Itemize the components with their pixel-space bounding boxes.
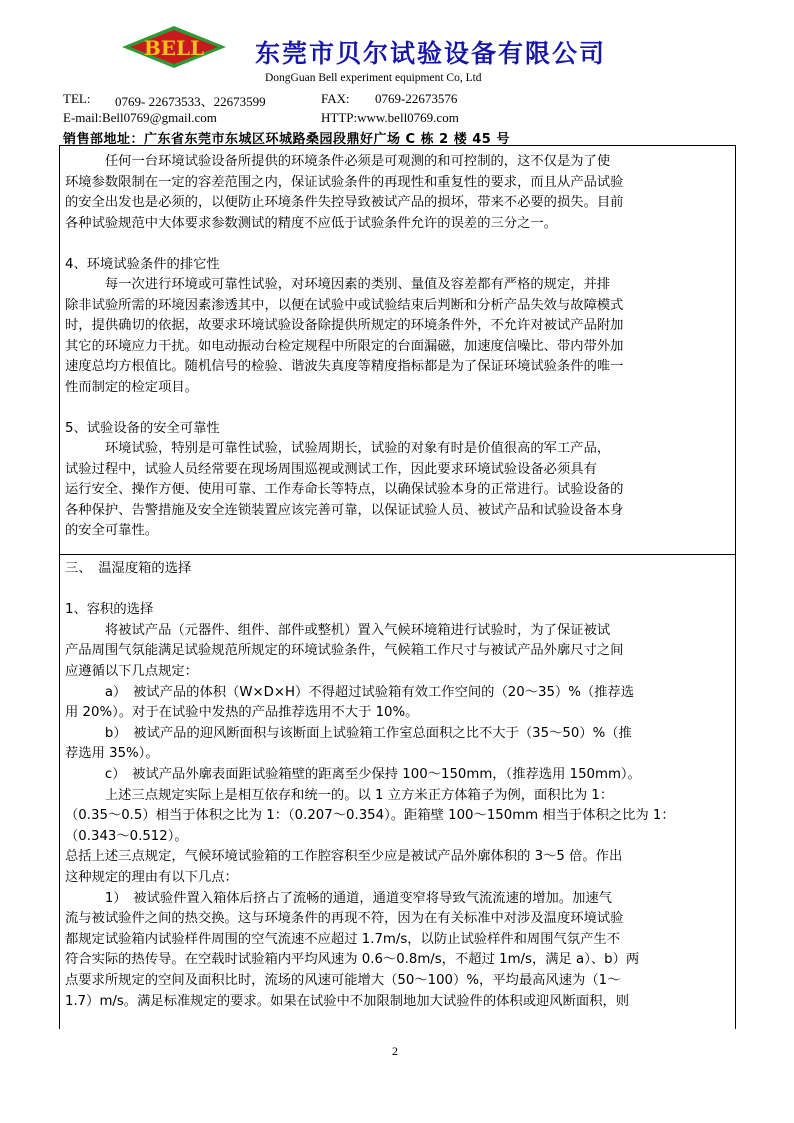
page-number: 2 — [392, 1044, 398, 1058]
contact-phone-row — [63, 91, 533, 107]
body-text-line: 这种规定的理由有以下几点： — [65, 870, 238, 885]
body-text-line: 的安全出发也是必须的，以便防止环境条件失控导致被试产品的损坏，带来不必要的损失。目前 — [65, 195, 624, 210]
sales-address: 销售部地址：广东省东莞市东城区环城路桑园段鼎好广场 C 栋 2 楼 45 号 — [63, 132, 510, 147]
body-text-line: 1、容积的选择 — [65, 602, 154, 618]
body-text-line: 总括上述三点规定，气候环境试验箱的工作腔容积至少应是被试产品外廓体积的 3～5 倍。作出 — [65, 849, 623, 865]
body-text-line: 将被试产品（元器件、组件、部件或整机）置入气候环境箱进行试验时，为了保证被试 — [65, 622, 611, 638]
body-text-line: 符合实际的热传导。在空载时试验箱内平均风速为 0.6～0.8m/s，不超过 1m/s，满足 a）、b）两 — [65, 952, 640, 968]
body-text-line: 1.7）m/s。满足标准规定的要求。如果在试验中不加限制地加大试验件的体积或迎风断面积，则 — [65, 993, 630, 1009]
fax-label: FAX: — [321, 91, 350, 106]
body-text-line: 1） 被试验件置入箱体后挤占了流畅的通道，通道变窄将导致气流流速的增加。加速气 — [65, 890, 612, 906]
company-name-english: DongGuan Bell experiment equipment Co, Ltd — [265, 72, 482, 84]
body-text-line: 各种试验规范中大体要求参数测试的精度不应低于试验条件允许的误差的三分之一。 — [65, 215, 557, 231]
body-text-line: 任何一台环境试验设备所提供的环境条件必须是可观测的和可控制的，这不仅是为了使 — [65, 154, 611, 169]
body-text-line: 除非试验所需的环境因素渗透其中，以便在试验中或试验结束后判断和分析产品失效与故障模式 — [65, 297, 624, 313]
body-text-line: 荐选用 35%）。 — [65, 746, 159, 762]
body-text-line: 产品周围气氛能满足试验规范所规定的环境试验条件，气候箱工作尺寸与被试产品外廓尺寸之间 — [65, 643, 624, 659]
body-text-line: 运行安全、操作方便、使用可靠、工作寿命长等特点，以确保试验本身的正常进行。试验设备的 — [65, 482, 624, 497]
body-text-line: 各种保护、告警措施及安全连锁装置应该完善可靠，以保证试验人员、被试产品和试验设备本身 — [65, 502, 624, 518]
body-text-line: 其它的环境应力干扰。如电动振动台检定规程中所限定的台面漏磁，加速度信噪比、带内带外加 — [65, 338, 624, 354]
body-text-line: 5、试验设备的安全可靠性 — [65, 420, 220, 436]
body-text-line: 应遵循以下几点规定： — [65, 664, 198, 679]
body-text-line: 三、 温湿度箱的选择 — [65, 561, 192, 576]
body-text-line: （0.35～0.5）相当于体积之比为 1：（0.207～0.354）。距箱壁 100～150mm 相当于体积之比为 1： — [65, 808, 675, 824]
website: HTTP:www.bell0769.com — [321, 110, 459, 125]
body-text-line: 流与被试验件之间的热交换。这与环境条件的再现不符，因为在有关标准中对涉及温度环境试验 — [65, 911, 624, 927]
body-text-line: 的安全可靠性。 — [65, 523, 159, 538]
body-text-line: 用 20%）。对于在试验中发热的产品推荐选用不大于 10%。 — [65, 705, 419, 721]
body-text-line: 速度总均方根值比。随机信号的检验、谐波失真度等精度指标都是为了保证环境试验条件的唯一 — [65, 359, 624, 374]
body-text-line: b） 被试产品的迎风断面积与该断面上试验箱工作室总面积之比不大于（35～50）%（推 — [65, 725, 632, 741]
email: E-mail:Bell0769@gmail.com — [63, 110, 217, 125]
body-text-line: 性而制定的检定项目。 — [65, 379, 198, 395]
body-text-line: 环境试验，特别是可靠性试验，试验周期长，试验的对象有时是价值很高的军工产品， — [65, 441, 611, 456]
fax-value: 0769-22673576 — [375, 91, 458, 106]
body-text-line: 点要求所规定的空间及面积比时，流场的风速可能增大（50～100）%，平均最高风速为（1～ — [65, 973, 621, 988]
tel-value: 0769- 22673533、22673599 — [115, 94, 266, 109]
body-text-line: 都规定试验箱内试验样件周围的空气流速不应超过 1.7m/s，以防止试验样件和周围气氛产生不 — [65, 931, 621, 947]
body-text-line: 上述三点规定实际上是相互依存和统一的。以 1 立方米正方体箱子为例，面积比为 1： — [65, 787, 614, 803]
tel-label: TEL: — [63, 91, 91, 106]
body-text-line: 环境参数限制在一定的容差范围之内，保证试验条件的再现性和重复性的要求，而且从产品试验 — [65, 174, 624, 190]
body-text-line: 时，提供确切的依据，故要求环境试验设备除提供所规定的环境条件外，不允许对被试产品附加 — [65, 318, 624, 333]
company-name: 东莞市贝尔试验设备有限公司 — [255, 39, 607, 68]
body-text-line: 试验过程中，试验人员经常要在现场周围巡视或测试工作，因此要求环境试验设备必须具有 — [65, 461, 597, 477]
body-text-line: （0.343～0.512）。 — [65, 828, 188, 844]
body-text-line: a） 被试产品的体积（W×D×H）不得超过试验箱有效工作空间的（20～35）%（推荐选 — [65, 684, 635, 700]
body-text-line: 4、环境试验条件的排它性 — [65, 256, 220, 272]
body-text-line: c） 被试产品外廓表面距试验箱壁的距离至少保持 100～150mm，（推荐选用 150mm）。 — [65, 767, 641, 782]
content-box — [59, 145, 736, 1029]
contact-web-row — [63, 110, 533, 126]
body-text-line: 每一次进行环境或可靠性试验，对环境因素的类别、量值及容差都有严格的规定，并排 — [65, 277, 611, 292]
section-divider — [60, 554, 735, 555]
logo-text: BELL — [143, 36, 205, 60]
bell-logo — [122, 26, 226, 68]
